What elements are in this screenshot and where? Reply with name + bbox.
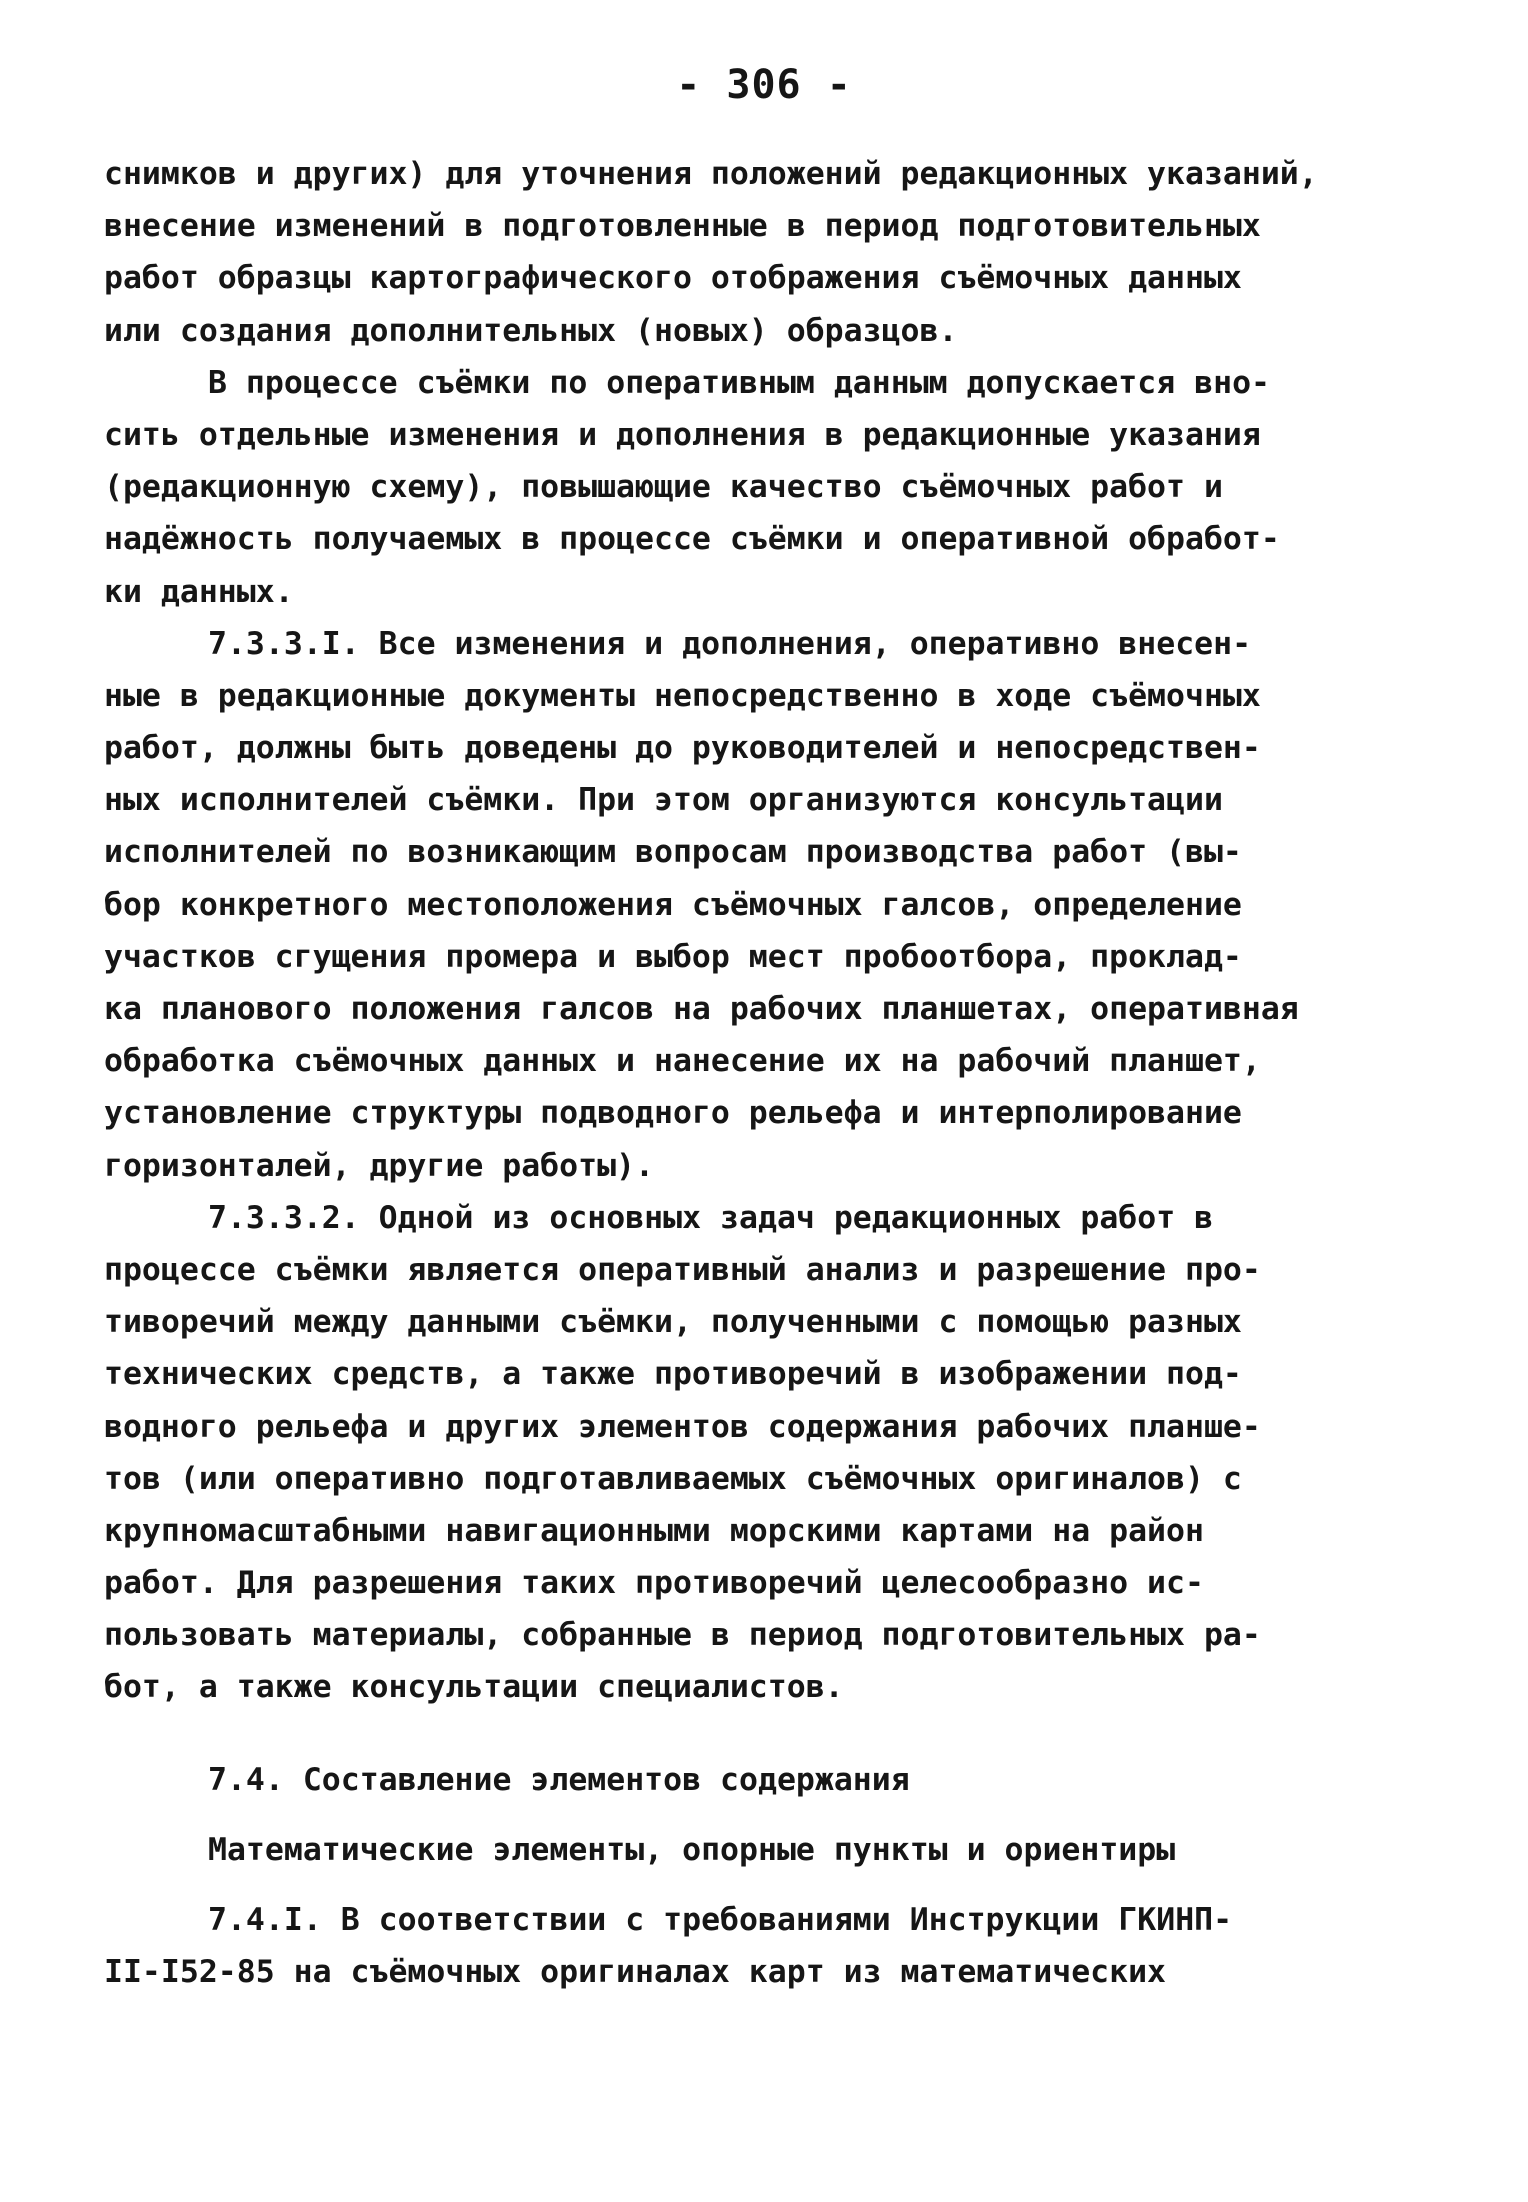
text-line: работ, должны быть доведены до руководителей и непосредствен- <box>104 730 1261 767</box>
text-line: обработка съёмочных данных и нанесение их на рабочий планшет, <box>104 1043 1261 1080</box>
text-line: 7.3.3.I. Все изменения и дополнения, оперативно внесен- <box>208 625 1252 662</box>
text-line: технических средств, а также противоречий в изображении под- <box>104 1356 1242 1393</box>
page-number: - 306 - <box>676 62 852 108</box>
text-line: тов (или оперативно подготавливаемых съёмочных оригиналов) с <box>104 1460 1242 1497</box>
text-line: внесение изменений в подготовленные в период подготовительных <box>104 208 1261 245</box>
text-line: (редакционную схему), повышающие качество съёмочных работ и <box>104 469 1223 506</box>
paragraph-7-4-1 <box>104 1894 1524 1998</box>
text-line: установление структуры подводного рельефа и интерполирование <box>104 1095 1242 1132</box>
text-line: или создания дополнительных (новых) образцов. <box>104 312 958 349</box>
text-line: горизонталей, другие работы). <box>104 1147 654 1184</box>
text-line: пользовать материалы, собранные в период подготовительных ра- <box>104 1617 1261 1654</box>
text-line: В процессе съёмки по оперативным данным допускается вно- <box>208 364 1271 401</box>
spacer <box>104 1714 1524 1754</box>
text-line: крупномасштабными навигационными морскими картами на район <box>104 1512 1204 1549</box>
paragraph-7-3-3-1 <box>104 618 1524 1192</box>
text-line: бот, а также консультации специалистов. <box>104 1669 844 1706</box>
text-line: водного рельефа и других элементов содержания рабочих планше- <box>104 1408 1261 1445</box>
spacer <box>104 1806 1524 1824</box>
text-line: исполнителей по возникающим вопросам производства работ (вы- <box>104 834 1242 871</box>
spacer <box>104 1876 1524 1894</box>
text-line: бор конкретного местоположения съёмочных галсов, определение <box>104 886 1242 923</box>
section-subheading: Математические элементы, опорные пункты и ориентиры <box>208 1831 1176 1868</box>
text-line: процессе съёмки является оперативный анализ и разрешение про- <box>104 1251 1261 1288</box>
paragraph-7-3-3-2 <box>104 1192 1524 1714</box>
text-line: снимков и других) для уточнения положений редакционных указаний, <box>104 156 1318 192</box>
text-line: работ. Для разрешения таких противоречий целесообразно ис- <box>104 1565 1204 1602</box>
text-line: ных исполнителей съёмки. При этом организуются консультации <box>104 782 1223 819</box>
text-line: тиворечий между данными съёмки, полученными с помощью разных <box>104 1304 1242 1341</box>
body-text <box>104 148 1524 1998</box>
paragraph-continuation <box>104 148 1524 357</box>
text-line: участков сгущения промера и выбор мест пробоотбора, проклад- <box>104 938 1242 975</box>
text-line: ки данных. <box>104 573 294 610</box>
text-line: сить отдельные изменения и дополнения в редакционные указания <box>104 416 1261 453</box>
text-line: 7.3.3.2. Одной из основных задач редакционных работ в <box>208 1199 1214 1236</box>
text-line: ка планового положения галсов на рабочих планшетах, оперативная <box>104 991 1299 1027</box>
text-line: 7.4.I. В соответствии с требованиями Инструкции ГКИНП- <box>208 1902 1233 1938</box>
section-heading: 7.4. Составление элементов содержания <box>208 1761 910 1798</box>
text-line: ные в редакционные документы непосредственно в ходе съёмочных <box>104 677 1261 714</box>
text-line: II-I52-85 на съёмочных оригиналах карт из математических <box>104 1954 1167 1991</box>
paragraph <box>104 357 1524 618</box>
text-line: надёжность получаемых в процессе съёмки и оперативной обработ- <box>104 521 1280 558</box>
text-line: работ образцы картографического отображения съёмочных данных <box>104 260 1242 297</box>
